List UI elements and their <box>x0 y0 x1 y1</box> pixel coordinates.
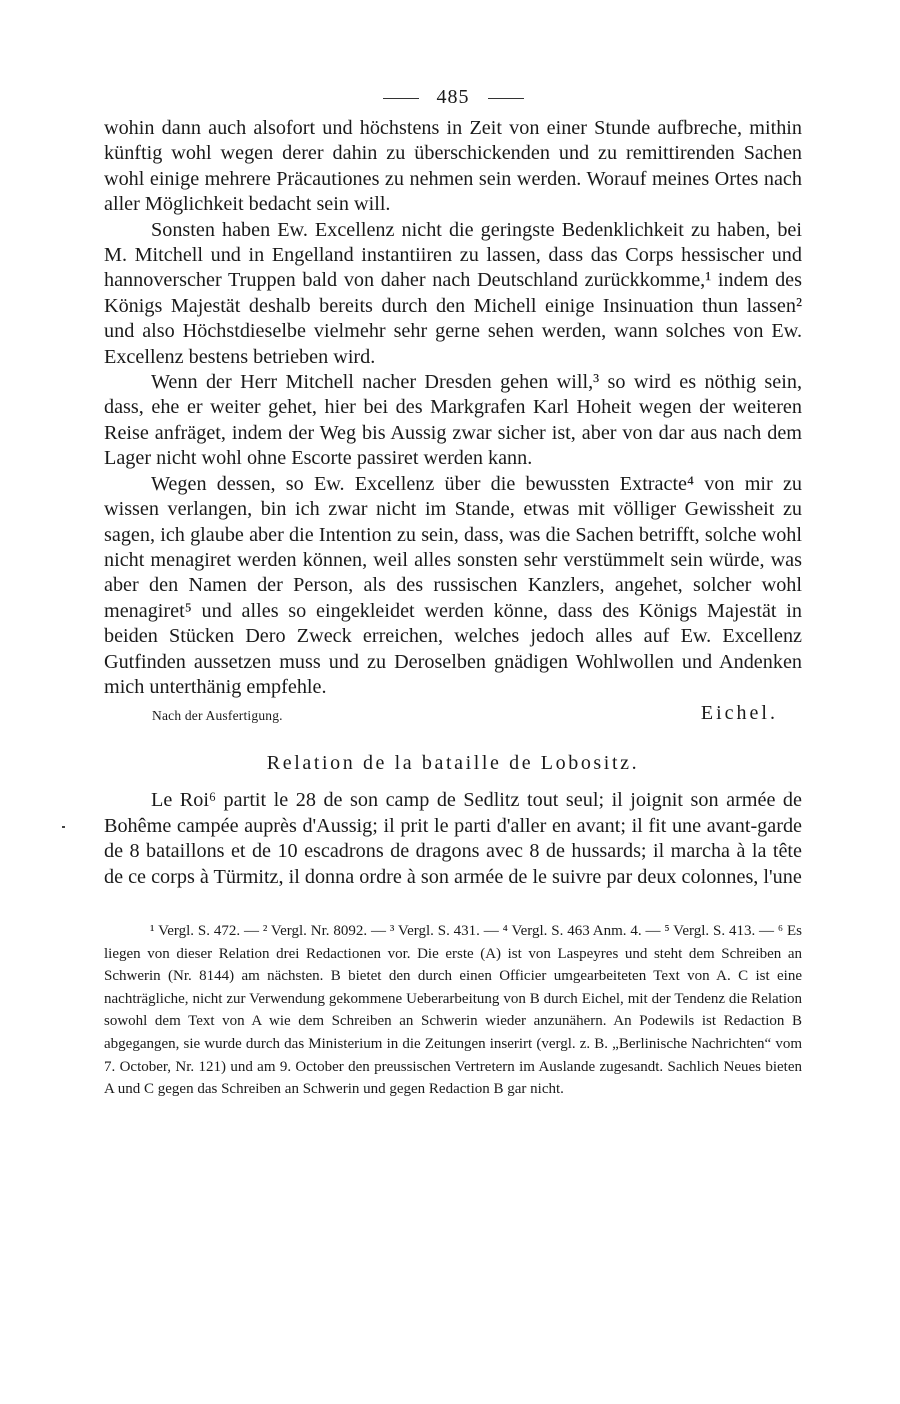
footnote-text: ¹ Vergl. S. 472. — ² Vergl. Nr. 8092. — ³ Vergl. S. 431. — ⁴ Vergl. S. 463 Anm. 4. — ⁵ Vergl. S. 413. — ⁶ Es liegen von dieser Relation drei Redactionen vor. Die erste (A) ist von Laspeyres und steht dem Schreiben an Schwerin (Nr. 8144) am nächsten. B bietet den durch einen Officier umgearbeiteten Text von A. C ist eine nachträgliche, nicht zur Verwendung gekommene Ueberarbeitung von B durch Eichel, mit der Tendenz die Relation sowohl dem Text von A wie dem Schreiben an Schwerin wieder anzunähern. An Podewils ist Redaction B abgegangen, sie wurde durch das Ministerium in die Zeitungen inserirt (vergl. z. B. „Berlinische Nachrichten“ vom 7. October, Nr. 121) und am 9. October den preussischen Vertretern im Auslande zugesandt. Sachlich Neues bieten A und C gegen das Schreiben an Schwerin und gegen Redaction B gar nicht. <box>104 922 802 1098</box>
relation-text <box>104 788 802 890</box>
signature: Eichel. <box>700 702 778 725</box>
section-title: Relation de la bataille de Lobositz. <box>266 752 640 775</box>
margin-mark <box>62 826 65 828</box>
relation-paragraph: Le Roi⁶ partit le 28 de son camp de Sedlitz tout seul; il joignit son armée de Bohême campée auprès d'Aussig; il prit le parti d'aller en avant; il fit une avant-garde de 8 bataillons et de 10 escadrons de dragons avec 8 de hussards; il marcha à la tête de ce corps à Türmitz, il donna ordre à son armée de le suivre par deux colonnes, l'une <box>104 789 802 888</box>
document-page <box>104 82 802 1101</box>
page-number: 485 <box>436 86 470 108</box>
letter-paragraph: Sonsten haben Ew. Excellenz nicht die geringste Bedenklichkeit zu haben, bei M. Mitchell und in Engelland instantiiren zu lassen, dass das Corps hessischer und hannoverscher Truppen bald von daher nach Deutschland zurückkomme,¹ indem des Königs Majestät deshalb bereits durch den Michell einige Insinuation thun lassen² und also Höchstdieselbe vielmehr sehr gerne sehen werden, wann solches von Ew. Excellenz bestens betrieben wird. <box>104 218 802 368</box>
letter-paragraph: Wegen dessen, so Ew. Excellenz über die bewussten Extracte⁴ von mir zu wissen verlangen, bin ich zwar nicht im Stande, etwas mit völliger Gewissheit zu sagen, ich glaube aber die Intention zu sein, dass, was die Sachen betrifft, solche wohl nicht menagiret werden können, weil alles sonsten sehr verstümmelt sein würde, was aber den Namen der Person, als des russischen Kanzlers, angehet, solcher wohl menagiret⁵ und alles so eingekleidet werden könne, dass des Königs Majestät in beiden Stücken Dero Zweck erreichen, welches jedoch alles auf Ew. Excellenz Gutfinden aussetzen muss und zu Deroselben gnädigen Wohlwollen und Andenken mich unterthänig empfehle. <box>104 472 802 698</box>
footnotes <box>104 920 802 1101</box>
source-note: Nach der Ausfertigung. <box>152 708 283 724</box>
closing-row <box>104 702 802 732</box>
letter-paragraph: Wenn der Herr Mitchell nacher Dresden gehen will,³ so wird es nöthig sein, dass, ehe er weiter gehet, hier bei des Markgrafen Karl Hoheit wegen der weiteren Reise anfräget, indem der Weg bis Aussig zwar sicher ist, aber von dar aus nach dem Lager nicht wohl ohne Escorte passiret werden kann. <box>104 371 802 470</box>
header-rule-right <box>488 98 524 99</box>
header-rule-left <box>383 98 419 99</box>
letter-text <box>104 116 802 700</box>
letter-paragraph: wohin dann auch alsofort und höchstens in Zeit von einer Stunde aufbreche, mithin künftig wohl wegen derer dahin zu überschickenden und zu remittirenden Sachen wohl einige mehrere Präcautiones zu nehmen sein werden. Worauf meines Ortes nach aller Möglichkeit bedacht sein will. <box>104 117 802 216</box>
page-header <box>104 82 802 116</box>
